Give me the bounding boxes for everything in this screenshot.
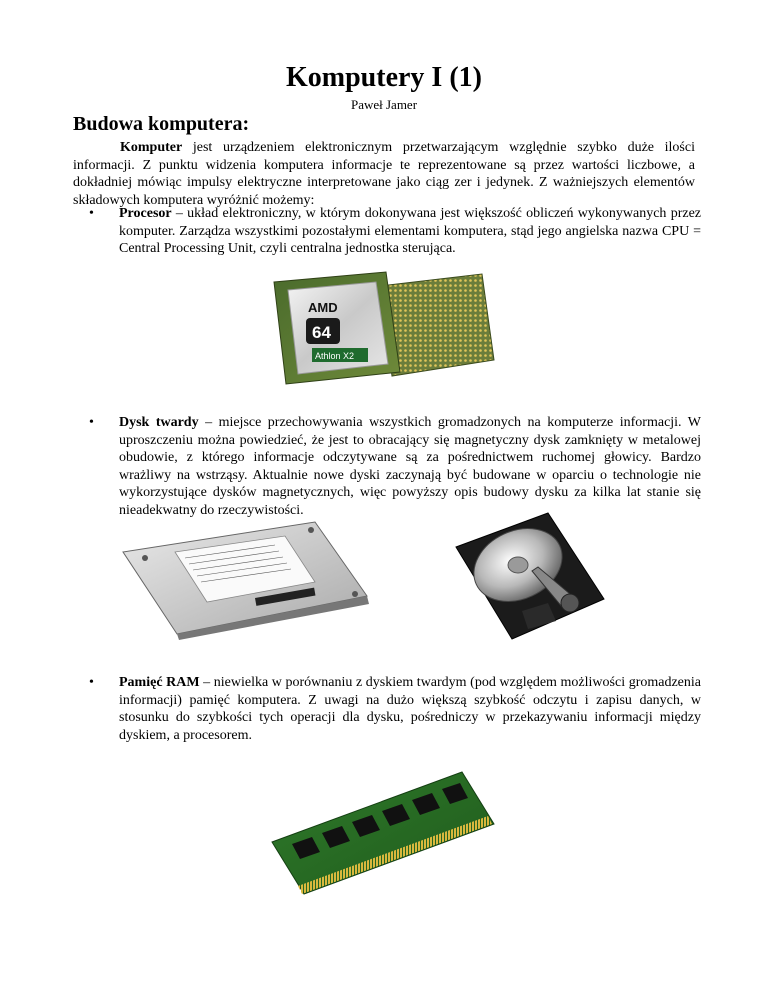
term-hard-drive: Dysk twardy <box>119 415 199 430</box>
list-item-hard-drive <box>73 414 701 519</box>
open-hard-drive-image <box>452 511 608 641</box>
laptop-hard-drive-image <box>115 518 373 640</box>
page-title: Komputery I (1) <box>286 62 482 93</box>
term-ram: Pamięć RAM <box>119 675 200 690</box>
ram-module-image <box>268 768 498 896</box>
intro-term: Komputer <box>120 140 183 155</box>
cpu-brand-text: AMD <box>308 300 338 315</box>
author-name: Paweł Jamer <box>350 97 418 112</box>
intro-text: jest urządzeniem elektronicznym przetwarzającym względnie szybko duże ilości informacji. Z punktu widzenia komputera informacje te reprezentowane są przez wartości liczbowe, a dokładniej mówiąc impulsy elektryczne interpretowane jako ciąg zer i jedynek. Z ważniejszych elementów składowych komputera wyróżnić możemy: <box>73 140 695 208</box>
section-heading: Budowa komputera: <box>73 113 250 135</box>
list-item-ram <box>73 674 701 744</box>
bullet-marker: • <box>89 675 94 690</box>
cpu-model-text: Athlon X2 <box>315 351 355 361</box>
term-processor: Procesor <box>119 206 172 221</box>
bullet-marker: • <box>89 206 94 221</box>
desc-ram: – niewielka w porównaniu z dyskiem twardym (pod względem możliwości gromadzenia informacji) pamięć komputera. Z uwagi na dużo większą szybkość odczytu i zapisu danych, w stosunku do szybkości tych operacji dla dysku, pośredniczy w przekazywaniu informacji między dyskiem, a procesorem. <box>119 675 701 743</box>
desc-hard-drive: – miejsce przechowywania wszystkich gromadzonych na komputerze informacji. W uproszczeniu można powiedzieć, że jest to obracający się magnetyczny dysk zamknięty w metalowej obudowie, z którego informacje odczytywane są za pośrednictwem ruchomej głowicy. Bardzo wrażliwy na wstrząsy. Aktualnie nowe dyski zaczynają być budowane w oparciu o technologie nie wykorzystujące dysków magnetycznych, więc powyższy opis budowy dysku za kilka lat stanie się nieadekwatny do rzeczywistości. <box>119 415 702 518</box>
desc-processor: – układ elektroniczny, w którym dokonywana jest większość obliczeń wykonywanych przez komputer. Zarządza wszystkimi pozostałymi elementami komputera, stąd jego angielska nazwa CPU = Central Processing Unit, czyli centralna jednostka sterująca. <box>119 206 701 256</box>
bullet-marker: • <box>89 415 94 430</box>
list-item-processor <box>73 205 701 258</box>
intro-paragraph <box>73 139 695 209</box>
cpu-badge-text: 64 <box>312 323 331 342</box>
cpu-image <box>268 268 500 386</box>
